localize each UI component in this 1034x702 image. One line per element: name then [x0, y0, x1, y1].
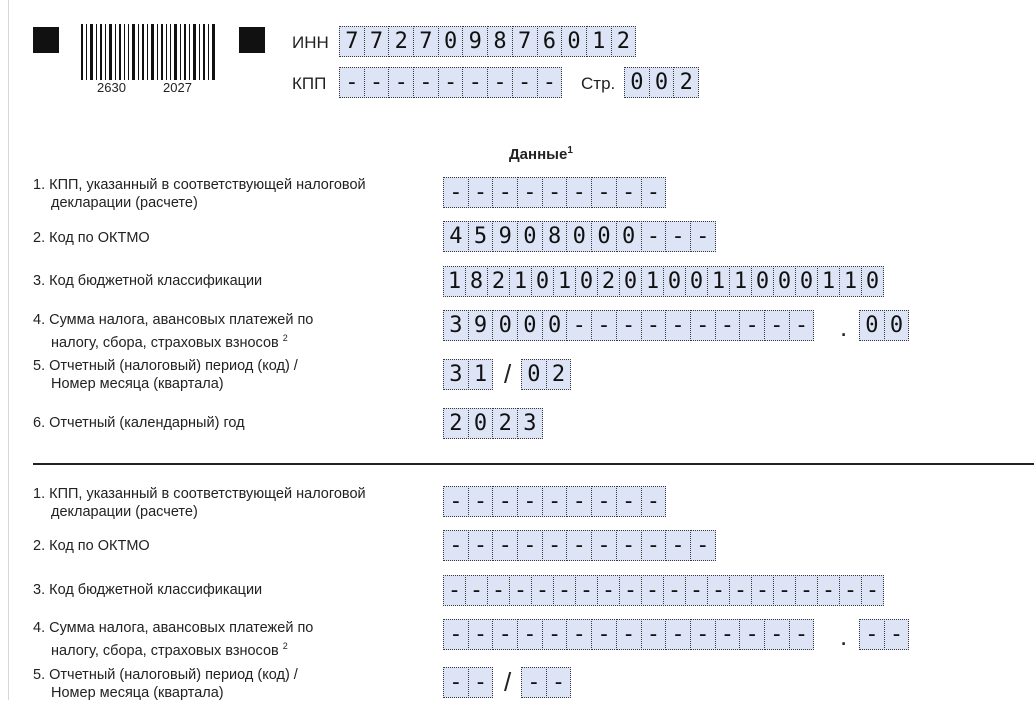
char-cell: 1 — [586, 26, 612, 57]
block2-sum-field[interactable] — [443, 619, 813, 650]
char-cell: 0 — [591, 221, 617, 252]
corner-marker-left — [33, 27, 59, 53]
char-cell: 3 — [517, 408, 543, 439]
char-cell: - — [641, 619, 667, 650]
char-cell: - — [487, 67, 513, 98]
block1-sum-field[interactable] — [443, 310, 813, 341]
inn-label: ИНН — [292, 33, 329, 52]
char-cell: - — [517, 177, 543, 208]
char-cell: 8 — [487, 26, 513, 57]
char-cell: - — [468, 177, 494, 208]
char-cell: - — [492, 619, 518, 650]
char-cell: - — [566, 486, 592, 517]
char-cell: - — [443, 619, 469, 650]
char-cell: 0 — [861, 266, 884, 297]
block1-sum-kopecks-field[interactable] — [859, 310, 908, 341]
char-cell: 1 — [553, 266, 576, 297]
char-cell: 0 — [468, 408, 494, 439]
char-cell: - — [597, 575, 620, 606]
char-cell: - — [566, 619, 592, 650]
char-cell: 7 — [364, 26, 390, 57]
char-cell: - — [468, 530, 494, 561]
sum-row-label: 4. Сумма налога, авансовых платежей по налогу, сбора, страховых взносов $^2$ — [33, 312, 314, 351]
char-cell: - — [443, 575, 466, 606]
sum-row-label-2: 4. Сумма налога, авансовых платежей по налогу, сбора, страховых взносов $^2$ — [33, 620, 314, 659]
char-cell: 0 — [859, 310, 885, 341]
block2-sum-dot: . — [840, 621, 848, 651]
char-cell: - — [517, 486, 543, 517]
section-title: Данные$^1$ — [509, 145, 573, 163]
char-cell: 0 — [566, 221, 592, 252]
char-cell: - — [542, 530, 568, 561]
char-cell: - — [509, 575, 532, 606]
char-cell: 2 — [388, 26, 414, 57]
char-cell: - — [591, 486, 617, 517]
char-cell: - — [438, 67, 464, 98]
char-cell: - — [537, 67, 563, 98]
char-cell: - — [690, 530, 716, 561]
char-cell: - — [566, 177, 592, 208]
corner-marker-right — [239, 27, 265, 53]
block1-sum-dot: . — [840, 312, 848, 342]
char-cell: - — [616, 486, 642, 517]
char-cell: - — [789, 310, 815, 341]
block1-period-code-field[interactable] — [443, 359, 492, 390]
char-cell: 3 — [443, 359, 469, 390]
char-cell: - — [619, 575, 642, 606]
char-cell: 0 — [795, 266, 818, 297]
char-cell: 0 — [649, 67, 675, 98]
block1-kbk-field[interactable] — [443, 266, 883, 297]
char-cell: 2 — [443, 408, 469, 439]
char-cell: 1 — [729, 266, 752, 297]
char-cell: - — [443, 486, 469, 517]
char-cell: 0 — [575, 266, 598, 297]
char-cell: - — [817, 575, 840, 606]
char-cell: - — [859, 619, 885, 650]
block1-period-month-field[interactable] — [521, 359, 570, 390]
barcode-number-left: 2630 — [97, 80, 126, 95]
char-cell: - — [665, 310, 691, 341]
char-cell: - — [566, 530, 592, 561]
char-cell: - — [773, 575, 796, 606]
char-cell: - — [839, 575, 862, 606]
char-cell: - — [468, 619, 494, 650]
char-cell: - — [413, 67, 439, 98]
char-cell: - — [751, 575, 774, 606]
char-cell: - — [542, 619, 568, 650]
char-cell: - — [468, 486, 494, 517]
char-cell: - — [764, 310, 790, 341]
char-cell: - — [884, 619, 910, 650]
char-cell: 0 — [438, 26, 464, 57]
char-cell: 0 — [517, 310, 543, 341]
char-cell: - — [663, 575, 686, 606]
char-cell: - — [715, 619, 741, 650]
char-cell: - — [443, 530, 469, 561]
oktmo-row-label-2: 2. Код по ОКТМО — [33, 538, 150, 554]
char-cell: - — [665, 619, 691, 650]
char-cell: 2 — [487, 266, 510, 297]
section-divider — [33, 463, 1034, 465]
char-cell: - — [492, 177, 518, 208]
char-cell: 0 — [773, 266, 796, 297]
char-cell: - — [641, 575, 664, 606]
char-cell: - — [690, 221, 716, 252]
block1-period-slash: / — [504, 359, 512, 389]
block2-kpp-field[interactable] — [443, 486, 665, 517]
char-cell: - — [462, 67, 488, 98]
block2-kbk-field[interactable] — [443, 575, 883, 606]
char-cell: 9 — [462, 26, 488, 57]
char-cell: 7 — [413, 26, 439, 57]
kpp-row-label-2: 1. КПП, указанный в соответствующей налоговой декларации (расчете) — [33, 486, 366, 520]
char-cell: 1 — [468, 359, 494, 390]
char-cell: - — [795, 575, 818, 606]
char-cell: - — [665, 221, 691, 252]
char-cell: - — [517, 530, 543, 561]
char-cell: - — [521, 667, 547, 698]
char-cell: - — [546, 667, 572, 698]
char-cell: - — [591, 530, 617, 561]
char-cell: 2 — [611, 26, 637, 57]
char-cell: - — [707, 575, 730, 606]
char-cell: - — [789, 619, 815, 650]
block1-year-field[interactable] — [443, 408, 542, 439]
char-cell: 8 — [542, 221, 568, 252]
char-cell: - — [739, 619, 765, 650]
char-cell: 1 — [707, 266, 730, 297]
char-cell: - — [641, 221, 667, 252]
char-cell: 0 — [616, 221, 642, 252]
char-cell: - — [465, 575, 488, 606]
block2-period-month-field[interactable] — [521, 667, 570, 698]
char-cell: 0 — [542, 310, 568, 341]
char-cell: 0 — [561, 26, 587, 57]
char-cell: 8 — [465, 266, 488, 297]
char-cell: - — [591, 177, 617, 208]
char-cell: - — [641, 177, 667, 208]
char-cell: 1 — [443, 266, 466, 297]
char-cell: - — [492, 486, 518, 517]
char-cell: - — [575, 575, 598, 606]
char-cell: 2 — [492, 408, 518, 439]
page-edge — [8, 0, 9, 700]
char-cell: - — [641, 530, 667, 561]
barcode — [81, 24, 215, 80]
char-cell: 0 — [531, 266, 554, 297]
char-cell: 0 — [619, 266, 642, 297]
char-cell: - — [616, 310, 642, 341]
char-cell: 0 — [521, 359, 547, 390]
oktmo-row-label: 2. Код по ОКТМО — [33, 230, 150, 246]
char-cell: 0 — [517, 221, 543, 252]
char-cell: - — [729, 575, 752, 606]
char-cell: 1 — [641, 266, 664, 297]
kpp-row-label: 1. КПП, указанный в соответствующей налоговой декларации (расчете) — [33, 177, 366, 211]
kbk-row-label-2: 3. Код бюджетной классификации — [33, 582, 263, 598]
char-cell: - — [487, 575, 510, 606]
char-cell: - — [531, 575, 554, 606]
barcode-number-right: 2027 — [163, 80, 192, 95]
kbk-row-label: 3. Код бюджетной классификации — [33, 273, 263, 289]
year-row-label: 6. Отчетный (календарный) год — [33, 415, 245, 431]
period-row-label-2: 5. Отчетный (налоговый) период (код) / Номер месяца (квартала) — [33, 667, 298, 701]
char-cell: - — [492, 530, 518, 561]
char-cell: - — [641, 486, 667, 517]
char-cell: 4 — [443, 221, 469, 252]
char-cell: - — [364, 67, 390, 98]
char-cell: 7 — [512, 26, 538, 57]
kpp-label: КПП — [292, 74, 327, 93]
char-cell: - — [739, 310, 765, 341]
char-cell: - — [591, 619, 617, 650]
char-cell: - — [566, 310, 592, 341]
char-cell: 1 — [509, 266, 532, 297]
char-cell: 9 — [468, 310, 494, 341]
char-cell: 5 — [468, 221, 494, 252]
char-cell: 0 — [624, 67, 650, 98]
char-cell: - — [388, 67, 414, 98]
char-cell: - — [512, 67, 538, 98]
char-cell: - — [665, 530, 691, 561]
block1-kpp-field[interactable] — [443, 177, 665, 208]
char-cell: 2 — [597, 266, 620, 297]
char-cell: 6 — [537, 26, 563, 57]
period-row-label: 5. Отчетный (налоговый) период (код) / Номер месяца (квартала) — [33, 358, 298, 392]
char-cell: - — [517, 619, 543, 650]
char-cell: - — [443, 177, 469, 208]
char-cell: - — [715, 310, 741, 341]
char-cell: - — [542, 486, 568, 517]
char-cell: - — [861, 575, 884, 606]
char-cell: 2 — [546, 359, 572, 390]
block2-period-slash: / — [504, 667, 512, 697]
page-label: Стр. — [581, 74, 616, 93]
block2-period-code-field[interactable] — [443, 667, 492, 698]
char-cell: - — [690, 310, 716, 341]
block1-oktmo-field[interactable] — [443, 221, 715, 252]
char-cell: - — [685, 575, 708, 606]
char-cell: 0 — [492, 310, 518, 341]
char-cell: - — [468, 667, 494, 698]
char-cell: - — [616, 619, 642, 650]
char-cell: 3 — [443, 310, 469, 341]
char-cell: - — [339, 67, 365, 98]
kpp-field[interactable] — [339, 67, 561, 98]
char-cell: - — [542, 177, 568, 208]
char-cell: - — [690, 619, 716, 650]
char-cell: - — [616, 177, 642, 208]
char-cell: 1 — [817, 266, 840, 297]
char-cell: 0 — [751, 266, 774, 297]
char-cell: 7 — [339, 26, 365, 57]
char-cell: 0 — [884, 310, 910, 341]
char-cell: - — [591, 310, 617, 341]
block2-oktmo-field[interactable] — [443, 530, 715, 561]
char-cell: 1 — [839, 266, 862, 297]
char-cell: - — [764, 619, 790, 650]
char-cell: - — [641, 310, 667, 341]
char-cell: - — [553, 575, 576, 606]
char-cell: 2 — [673, 67, 699, 98]
char-cell: 0 — [663, 266, 686, 297]
char-cell: - — [443, 667, 469, 698]
inn-field[interactable] — [339, 26, 635, 57]
char-cell: 0 — [685, 266, 708, 297]
char-cell: 9 — [492, 221, 518, 252]
block2-sum-kopecks-field[interactable] — [859, 619, 908, 650]
page-number-field[interactable] — [624, 67, 698, 98]
char-cell: - — [616, 530, 642, 561]
